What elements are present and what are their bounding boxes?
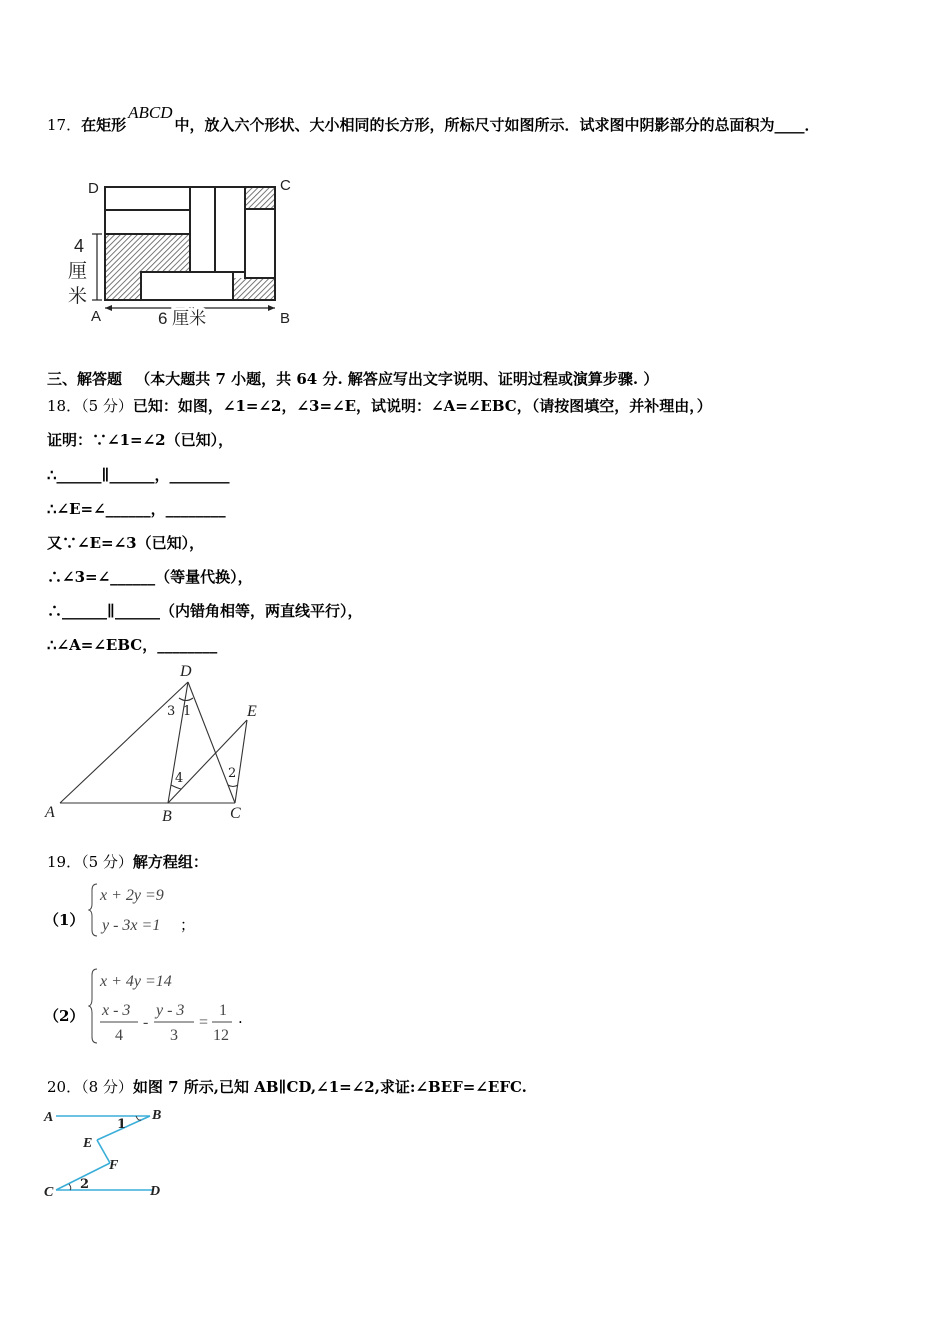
q17-label-4: 4	[74, 236, 85, 256]
q17-label-mi: 米	[68, 286, 88, 307]
q18-number: 18．	[47, 397, 82, 415]
q20-number: 20．	[47, 1078, 82, 1096]
q17-rect-v1	[190, 187, 215, 272]
q17-rect-h1	[105, 187, 190, 210]
q20-figure	[40, 1102, 180, 1202]
q18-label-a: A	[45, 804, 55, 821]
q17-label-li: 厘	[68, 261, 88, 282]
q17-rect-bottom	[141, 272, 233, 300]
q17-abcd: ABCD	[128, 103, 173, 122]
q19-part2-num2: y - 3	[156, 1002, 185, 1019]
q20-label-d: D	[150, 1184, 161, 1199]
q17-figure	[60, 170, 320, 335]
section3-note: （本大题共 7 小题，共 64 分. 解答应写出文字说明、证明过程或演算步骤. ）	[135, 370, 659, 388]
q19-part1-label: （1）	[44, 911, 85, 929]
q18-score: （5 分）	[81, 397, 133, 415]
q18-proof-line-5: ∴∠3=∠______（等量代换），	[47, 568, 253, 586]
q18-angle-3: 3	[167, 704, 176, 719]
q19-part2-minus: -	[143, 1014, 149, 1031]
q19-part2-den1: 4	[115, 1027, 123, 1044]
q18-proof-line-2: ∴______∥______，________	[47, 466, 230, 484]
q18-proof-line-4: 又∵∠E=∠3（已知），	[47, 534, 205, 552]
q19-stem-line	[47, 852, 208, 872]
q17-shade-right	[233, 278, 275, 300]
q18-arc-2	[228, 785, 238, 787]
q19-part2-equals: =	[199, 1014, 209, 1031]
q20-stem: 如图 7 所示,已知 AB∥CD,∠1=∠2,求证:∠BEF=∠EFC.	[132, 1078, 527, 1096]
q19-part2-den2: 3	[170, 1027, 178, 1044]
q19-part2-num1: x - 3	[102, 1002, 131, 1019]
q19-part1-eq2: y - 3x =1	[102, 917, 161, 934]
q19-part2-label: （2）	[44, 1007, 85, 1025]
q20-arc-2	[69, 1184, 71, 1190]
q17-shade-top	[245, 187, 275, 209]
q18-angle-2: 2	[228, 766, 237, 781]
q17-number: 17．	[47, 116, 82, 134]
q18-stem-line	[47, 396, 712, 416]
q18-label-e: E	[247, 703, 257, 720]
q19-number: 19．	[47, 853, 82, 871]
q18-angle-4: 4	[175, 771, 184, 786]
q18-proof-line-7: ∴∠A=∠EBC，________	[47, 636, 218, 654]
q19-part1-brace	[89, 884, 97, 936]
q19-part2-num3: 1	[219, 1002, 227, 1019]
q18-proof-line-1: 证明：∵∠1=∠2（已知），	[47, 431, 234, 449]
q18-label-d: D	[180, 663, 192, 680]
q17-stem-post: 中，放入六个形状、大小相同的长方形，所标尺寸如图所示．试求图中阴影部分的总面积为____．	[174, 116, 820, 134]
q18-angle-1: 1	[183, 704, 192, 719]
q20-angle-2: 2	[80, 1177, 90, 1192]
q17-dim-arrow-left	[105, 305, 112, 311]
q20-label-a: A	[44, 1110, 54, 1125]
q17-rect-h2	[105, 210, 190, 234]
q20-angle-1: 1	[117, 1117, 127, 1132]
q19-stem: 解方程组：	[132, 853, 208, 871]
q19-part2-eq1: x + 4y =14	[100, 973, 172, 990]
q19-part2-system	[88, 965, 258, 1047]
q19-score: （5 分）	[81, 853, 133, 871]
q18-line-ec	[235, 720, 247, 803]
q17-label-b: B	[280, 310, 291, 327]
q17-stem-pre: 在矩形	[81, 116, 127, 134]
q20-label-c: C	[44, 1185, 54, 1200]
q18-figure	[40, 658, 280, 828]
q19-part2-den3: 12	[213, 1027, 229, 1044]
q18-label-c: C	[230, 805, 241, 822]
section3-title: 三、解答题	[47, 370, 123, 388]
q20-label-e: E	[83, 1136, 93, 1151]
q19-part1-eq1: x + 2y =9	[100, 887, 164, 904]
q18-proof-line-3: ∴∠E=∠______，________	[47, 500, 226, 518]
section3-header	[47, 369, 658, 389]
q17-rect-v3	[245, 209, 275, 278]
q20-label-b: B	[152, 1108, 162, 1123]
q18-line-dc	[188, 682, 235, 803]
q18-line-ad	[60, 682, 188, 803]
q18-proof-line-6: ∴______∥______（内错角相等，两直线平行），	[47, 602, 363, 620]
q19-part1-system	[88, 880, 198, 940]
q17-label-a: A	[91, 308, 102, 325]
q17-line	[47, 103, 820, 135]
q19-part2-brace	[89, 969, 97, 1043]
q18-stem: 已知：如图，∠1=∠2，∠3=∠E，试说明：∠A=∠EBC，（请按图填空，并补理由，）	[132, 397, 712, 415]
q19-part1-tail: ；	[180, 916, 196, 934]
q17-rect-v2	[215, 187, 245, 272]
q18-label-b: B	[162, 808, 172, 825]
q20-label-f: F	[109, 1158, 119, 1173]
q17-label-6cm: 6 厘米	[158, 309, 207, 328]
q20-stem-line	[47, 1077, 527, 1097]
q18-arc-3-1	[179, 698, 193, 701]
q17-label-c: C	[280, 177, 291, 194]
q17-label-d: D	[88, 180, 99, 197]
q20-score: （8 分）	[81, 1078, 133, 1096]
q19-part2-tail: .	[238, 1009, 243, 1027]
q17-dim-arrow-right	[268, 305, 275, 311]
